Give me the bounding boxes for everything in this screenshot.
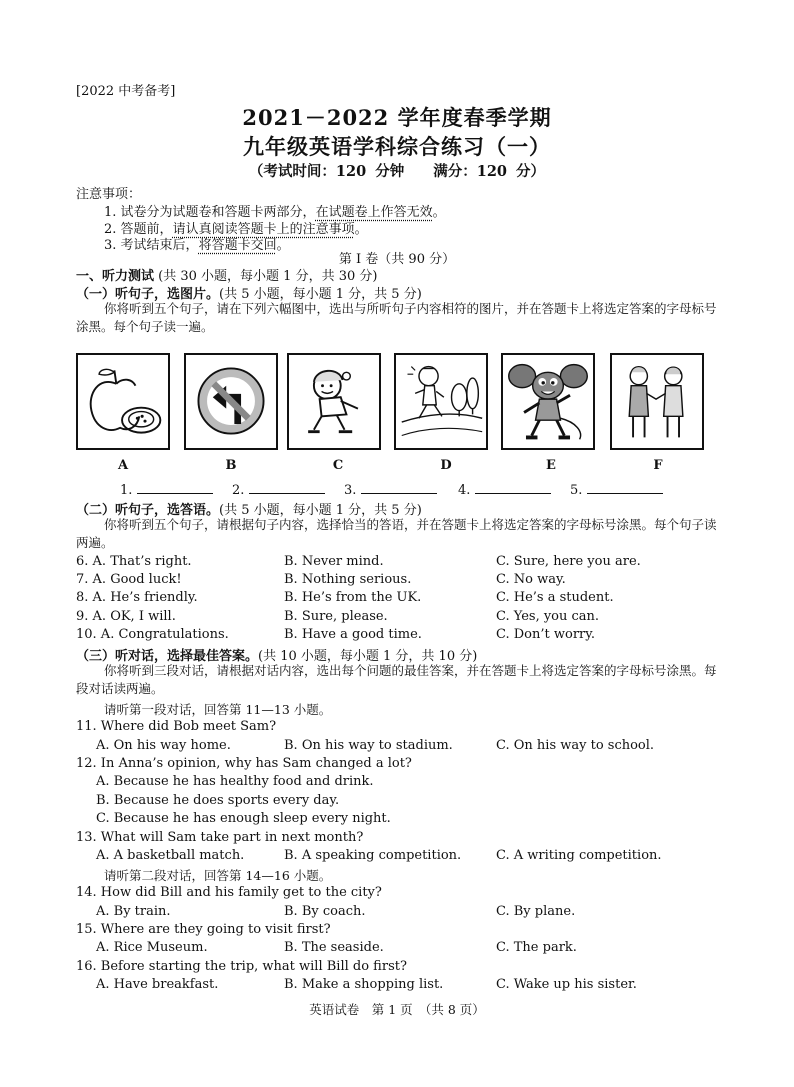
sectionA-instruction: 你将听到五个句子，请在下列六幅图中，选出与所听句子内容相符的图片，并在答题卡上将选定答案的字母标号涂黑。每个句子读一遍。: [76, 301, 717, 334]
question-14-option-c: C. By plane.: [496, 904, 576, 919]
question-9-option-b: B. Sure, please.: [284, 609, 388, 624]
question-10-option-a: 10. A. Congratulations.: [76, 627, 229, 642]
notice-punct: 。: [432, 205, 446, 220]
exam-title-line1: 2021－2022 学年度春季学期: [242, 105, 552, 130]
question-7-option-a: 7. A. Good luck!: [76, 572, 182, 587]
question-13-option-b: B. A speaking competition.: [284, 848, 462, 863]
question-11-option-c: C. On his way to school.: [496, 738, 655, 753]
question-8-option-b: B. He’s from the UK.: [284, 590, 422, 605]
picture-label-a: A: [117, 458, 129, 473]
page-footer: 英语试卷 第 1 页 （共 8 页）: [309, 1002, 485, 1017]
question-16-stem: 16. Before starting the trip, what will Bill do first?: [76, 959, 407, 974]
handshake-people-icon: [612, 355, 702, 448]
question-13-option-a: A. A basketball match.: [96, 848, 245, 863]
exam-title-line2: 九年级英语学科综合练习（一）: [243, 134, 551, 159]
answer-blank-2[interactable]: 2.: [232, 481, 325, 498]
exam-tag: [2022 中考备考]: [76, 84, 176, 99]
question-11-stem: 11. Where did Bob meet Sam?: [76, 719, 277, 734]
picture-b: [184, 353, 278, 450]
question-8-option-c: C. He’s a student.: [496, 590, 614, 605]
notice-num: 2.: [104, 222, 117, 237]
question-15-option-c: C. The park.: [496, 940, 577, 955]
notice-text: 考试结束后，: [120, 238, 199, 253]
question-12-option-b: B. Because he does sports every day.: [96, 793, 340, 808]
dialog2-instruction: 请听第二段对话，回答第 14—16 小题。: [104, 868, 332, 883]
sectionC-title: （三）听对话，选择最佳答案。: [76, 649, 259, 664]
question-8-option-a: 8. A. He’s friendly.: [76, 590, 198, 605]
sectionB-instruction: 你将听到五个句子，请根据句子内容，选择恰当的答语，并在答题卡上将选定答案的字母标号涂黑。每个句子读两遍。: [76, 517, 717, 550]
question-16-option-b: B. Make a shopping list.: [284, 977, 444, 992]
notice-emphasis: 请认真阅读答题卡上的注意事项: [172, 222, 355, 237]
apple-icon: [78, 355, 168, 448]
answer-blank-5[interactable]: 5.: [570, 481, 663, 498]
notice-emphasis: 在试题卷上作答无效: [315, 205, 433, 220]
sectionA-title: （一）听句子，选图片。: [76, 287, 220, 302]
picture-label-d: D: [440, 458, 452, 473]
volume-title: 第 I 卷（共 90 分）: [338, 252, 456, 267]
hiking-person-icon: [396, 355, 486, 448]
notice-punct: 。: [354, 222, 368, 237]
answer-blank-1[interactable]: 1.: [120, 481, 213, 498]
dialog1-instruction: 请听第一段对话，回答第 11—13 小题。: [104, 702, 332, 717]
exam-subtitle: （考试时间：120 分钟 满分：120 分）: [248, 163, 546, 180]
answer-blank-3[interactable]: 3.: [344, 481, 437, 498]
question-10-option-b: B. Have a good time.: [284, 627, 422, 642]
picture-c: [287, 353, 381, 450]
picture-label-f: F: [653, 458, 663, 473]
cartoon-mouse-icon: [503, 355, 593, 448]
picture-label-c: C: [332, 458, 344, 473]
question-16-option-c: C. Wake up his sister.: [496, 977, 637, 992]
notice-num: 3.: [104, 238, 117, 253]
answer-blank-4[interactable]: 4.: [458, 481, 551, 498]
picture-f: [610, 353, 704, 450]
notice-text: 试卷分为试题卷和答题卡两部分，: [120, 205, 316, 220]
notice-num: 1.: [104, 205, 117, 220]
picture-label-e: E: [546, 458, 556, 473]
question-15-option-a: A. Rice Museum.: [96, 940, 208, 955]
question-11-option-a: A. On his way home.: [96, 738, 231, 753]
question-12-option-a: A. Because he has healthy food and drink.: [96, 774, 374, 789]
notice-punct: 。: [276, 238, 290, 253]
question-13-option-c: C. A writing competition.: [496, 848, 662, 863]
question-14-option-b: B. By coach.: [284, 904, 366, 919]
question-12-stem: 12. In Anna’s opinion, why has Sam changed a lot?: [76, 756, 412, 771]
question-6-option-c: C. Sure, here you are.: [496, 554, 641, 569]
question-7-option-b: B. Nothing serious.: [284, 572, 412, 587]
sectionB-title: （二）听句子，选答语。: [76, 503, 220, 518]
sectionC-instruction: 你将听到三段对话，请根据对话内容，选出每个问题的最佳答案，并在答题卡上将选定答案的字母标号涂黑。每段对话读两遍。: [76, 663, 717, 696]
sectionB-score: (共 5 小题，每小题 1 分，共 5 分): [219, 503, 422, 518]
question-7-option-c: C. No way.: [496, 572, 566, 587]
question-6-option-b: B. Never mind.: [284, 554, 384, 569]
skating-child-icon: [289, 355, 379, 448]
question-15-option-b: B. The seaside.: [284, 940, 384, 955]
no-left-turn-sign-icon: [186, 355, 276, 448]
picture-row: [76, 353, 708, 453]
question-9-option-c: C. Yes, you can.: [496, 609, 600, 624]
question-6-option-a: 6. A. That’s right.: [76, 554, 192, 569]
question-13-stem: 13. What will Sam take part in next month?: [76, 830, 364, 845]
part1-heading: [76, 265, 377, 284]
question-12-option-c: C. Because he has enough sleep every night.: [96, 811, 391, 826]
picture-d: [394, 353, 488, 450]
question-15-stem: 15. Where are they going to visit first?: [76, 922, 331, 937]
sectionC-score: (共 10 小题，每小题 1 分，共 10 分): [258, 649, 478, 664]
notice-heading: 注意事项：: [76, 187, 142, 202]
notice-emphasis: 将答题卡交回: [198, 238, 277, 253]
question-14-stem: 14. How did Bill and his family get to the city?: [76, 885, 382, 900]
part1-title: 一、听力测试: [76, 269, 155, 284]
part1-score: (共 30 小题，每小题 1 分，共 30 分): [158, 269, 378, 284]
question-9-option-a: 9. A. OK, I will.: [76, 609, 176, 624]
question-16-option-a: A. Have breakfast.: [96, 977, 219, 992]
sectionA-score: (共 5 小题，每小题 1 分，共 5 分): [219, 287, 422, 302]
notice-text: 答题前，: [120, 222, 173, 237]
picture-a: [76, 353, 170, 450]
question-10-option-c: C. Don’t worry.: [496, 627, 595, 642]
picture-e: [501, 353, 595, 450]
question-14-option-a: A. By train.: [96, 904, 171, 919]
picture-label-b: B: [225, 458, 237, 473]
question-11-option-b: B. On his way to stadium.: [284, 738, 453, 753]
